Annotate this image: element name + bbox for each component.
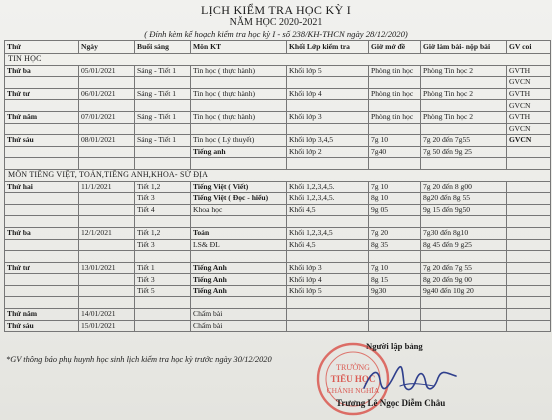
cell-session (135, 309, 191, 321)
cell-day: Thứ ba (5, 65, 79, 77)
signer-title: Người lập bảng (366, 341, 423, 351)
cell-open-time (369, 216, 421, 228)
cell-work-time (421, 297, 507, 309)
cell-proctor (507, 216, 551, 228)
cell-session: Tiết 3 (135, 193, 191, 205)
header-open-time: Giờ mở đề (369, 41, 421, 54)
cell-proctor (507, 320, 551, 332)
cell-proctor (507, 239, 551, 251)
cell-subject (191, 123, 287, 135)
cell-day (5, 251, 79, 263)
cell-day (5, 123, 79, 135)
cell-session: Tiết 3 (135, 274, 191, 286)
cell-proctor: GVTH (507, 111, 551, 123)
cell-session: Sáng - Tiết 1 (135, 111, 191, 123)
cell-date (79, 274, 135, 286)
cell-grade (287, 77, 369, 89)
table-row (5, 309, 551, 321)
cell-proctor (507, 227, 551, 239)
table-row (5, 216, 551, 228)
cell-open-time: 8g 35 (369, 239, 421, 251)
cell-subject: Tiếng Anh (191, 274, 287, 286)
table-row (5, 146, 551, 158)
cell-subject: Tiếng anh (191, 146, 287, 158)
cell-proctor (507, 158, 551, 170)
cell-work-time: Phòng Tin học 2 (421, 88, 507, 100)
cell-work-time: Phòng Tin học 2 (421, 65, 507, 77)
cell-day (5, 146, 79, 158)
cell-date (79, 204, 135, 216)
cell-grade (287, 100, 369, 112)
header-grade: Khối Lớp kiểm tra (287, 41, 369, 54)
cell-proctor (507, 274, 551, 286)
cell-work-time (421, 158, 507, 170)
table-row (5, 111, 551, 123)
cell-grade: Khối lớp 5 (287, 65, 369, 77)
cell-day (5, 77, 79, 89)
cell-session (135, 146, 191, 158)
cell-proctor (507, 297, 551, 309)
cell-proctor: GVTH (507, 88, 551, 100)
cell-grade (287, 158, 369, 170)
cell-session: Tiết 4 (135, 204, 191, 216)
header-work-time: Giờ làm bài- nộp bài (421, 41, 507, 54)
header-session: Buổi sáng (135, 41, 191, 54)
cell-work-time (421, 320, 507, 332)
cell-subject: Tin học ( thực hành) (191, 111, 287, 123)
cell-session: Tiết 1,2 (135, 227, 191, 239)
cell-session: Tiết 1,2 (135, 181, 191, 193)
cell-date (79, 77, 135, 89)
cell-subject: Tin học ( thực hành) (191, 65, 287, 77)
cell-day: Thứ sáu (5, 135, 79, 147)
table-row (5, 204, 551, 216)
cell-open-time: Phòng tin học (369, 88, 421, 100)
cell-subject: Tin học ( Lý thuyết) (191, 135, 287, 147)
cell-session: Sáng - Tiết 1 (135, 88, 191, 100)
cell-open-time (369, 100, 421, 112)
section-title: TIN HỌC (5, 54, 551, 66)
cell-date (79, 239, 135, 251)
cell-open-time: Phòng tin học (369, 111, 421, 123)
table-row (5, 320, 551, 332)
cell-subject: Khoa học (191, 204, 287, 216)
cell-date: 08/01/2021 (79, 135, 135, 147)
cell-open-time: 7g 10 (369, 262, 421, 274)
cell-grade (287, 297, 369, 309)
cell-work-time: 7g 20 đến 8 g00 (421, 181, 507, 193)
cell-date (79, 123, 135, 135)
table-row (5, 100, 551, 112)
cell-day (5, 204, 79, 216)
cell-session: Tiết 3 (135, 239, 191, 251)
table-row (5, 65, 551, 77)
footer-note: *GV thông báo phụ huynh học sinh lịch kiểm tra học kỳ trước ngày 30/12/2020 (6, 355, 272, 364)
signer-name: Trương Lê Ngọc Diễm Châu (336, 398, 446, 408)
cell-subject: LS& ĐL (191, 239, 287, 251)
cell-open-time: 9g30 (369, 285, 421, 297)
cell-work-time (421, 251, 507, 263)
cell-grade: Khối lớp 4 (287, 88, 369, 100)
cell-proctor (507, 309, 551, 321)
table-header-row (5, 41, 551, 54)
table-row (5, 135, 551, 147)
cell-work-time: Phòng Tin học 2 (421, 111, 507, 123)
cell-subject: Toán (191, 227, 287, 239)
cell-grade (287, 320, 369, 332)
table-row (5, 227, 551, 239)
cell-subject: Tiếng Việt ( Đọc - hiểu) (191, 193, 287, 205)
cell-work-time (421, 77, 507, 89)
cell-session: Sáng - Tiết 1 (135, 135, 191, 147)
cell-subject (191, 251, 287, 263)
cell-open-time: 8g 15 (369, 274, 421, 286)
cell-open-time (369, 297, 421, 309)
cell-grade: Khối lớp 4 (287, 274, 369, 286)
header-proctor: GV coi (507, 41, 551, 54)
cell-session (135, 158, 191, 170)
cell-open-time (369, 158, 421, 170)
cell-date: 12/1/2021 (79, 227, 135, 239)
cell-session (135, 297, 191, 309)
cell-open-time: 8g 10 (369, 193, 421, 205)
cell-proctor (507, 193, 551, 205)
section-header-row (5, 54, 551, 66)
cell-subject (191, 297, 287, 309)
table-row (5, 239, 551, 251)
cell-open-time: 9g 05 (369, 204, 421, 216)
cell-grade: Khối lớp 5 (287, 285, 369, 297)
cell-proctor: GVCN (507, 100, 551, 112)
cell-grade: Khối lớp 3,4,5 (287, 135, 369, 147)
cell-grade: Khối 4,5 (287, 239, 369, 251)
cell-proctor (507, 181, 551, 193)
cell-subject (191, 158, 287, 170)
seal-text-bottom: CHÁNH NGHĨA (326, 386, 380, 395)
cell-grade: Khối 1,2,3,4,5 (287, 227, 369, 239)
cell-work-time: 7g 50 đến 9g 25 (421, 146, 507, 158)
table-row (5, 274, 551, 286)
cell-day (5, 216, 79, 228)
cell-session (135, 251, 191, 263)
table-row (5, 158, 551, 170)
cell-proctor (507, 204, 551, 216)
cell-day: Thứ tư (5, 262, 79, 274)
cell-session (135, 216, 191, 228)
cell-open-time: 7g40 (369, 146, 421, 158)
cell-work-time (421, 123, 507, 135)
cell-subject (191, 100, 287, 112)
table-row (5, 123, 551, 135)
cell-session: Sáng - Tiết 1 (135, 65, 191, 77)
cell-date: 05/01/2021 (79, 65, 135, 77)
table-row (5, 88, 551, 100)
cell-date (79, 251, 135, 263)
cell-subject: Chấm bài (191, 309, 287, 321)
cell-work-time (421, 309, 507, 321)
cell-date: 07/01/2021 (79, 111, 135, 123)
cell-day: Thứ năm (5, 111, 79, 123)
cell-work-time (421, 100, 507, 112)
cell-day (5, 285, 79, 297)
cell-session: Tiết 1 (135, 262, 191, 274)
seal-text-middle: TIỂU HỌC (330, 374, 376, 384)
cell-open-time: 7g 20 (369, 227, 421, 239)
cell-session (135, 100, 191, 112)
doc-subtitle: NĂM HỌC 2020-2021 (229, 17, 323, 28)
cell-subject (191, 77, 287, 89)
cell-day (5, 297, 79, 309)
cell-work-time (421, 216, 507, 228)
cell-day (5, 158, 79, 170)
cell-grade (287, 123, 369, 135)
cell-grade: Khối lớp 2 (287, 146, 369, 158)
seal-text-top: TRƯỜNG (336, 363, 370, 372)
cell-subject: Tin học ( thực hành) (191, 88, 287, 100)
cell-grade: Khối lớp 3 (287, 262, 369, 274)
handwritten-signature (360, 362, 460, 398)
schedule-table (4, 40, 551, 332)
cell-proctor: GVCN (507, 77, 551, 89)
cell-work-time: 7g 20 đến 7g 55 (421, 262, 507, 274)
cell-grade: Khối lớp 3 (287, 111, 369, 123)
cell-grade (287, 216, 369, 228)
header-day: Thứ (5, 41, 79, 54)
cell-day (5, 100, 79, 112)
cell-proctor: GVTH (507, 65, 551, 77)
header-date: Ngày (79, 41, 135, 54)
cell-open-time (369, 77, 421, 89)
table-row (5, 297, 551, 309)
cell-date (79, 193, 135, 205)
table-row (5, 285, 551, 297)
cell-proctor (507, 285, 551, 297)
cell-subject: Tiếng Việt ( Viết) (191, 181, 287, 193)
cell-subject: Chấm bài (191, 320, 287, 332)
cell-work-time: 8g20 đến 8g 55 (421, 193, 507, 205)
cell-day: Thứ tư (5, 88, 79, 100)
table-row (5, 77, 551, 89)
table-row (5, 262, 551, 274)
cell-day (5, 239, 79, 251)
cell-day: Thứ ba (5, 227, 79, 239)
cell-date (79, 146, 135, 158)
cell-date: 15/01/2021 (79, 320, 135, 332)
header-subject: Môn KT (191, 41, 287, 54)
cell-day (5, 193, 79, 205)
cell-work-time: 9g 15 đến 9g50 (421, 204, 507, 216)
cell-session (135, 77, 191, 89)
cell-proctor (507, 262, 551, 274)
cell-proctor: GVCN (507, 123, 551, 135)
cell-date (79, 297, 135, 309)
table-row (5, 193, 551, 205)
cell-open-time: 7g 10 (369, 181, 421, 193)
cell-date (79, 100, 135, 112)
cell-date: 06/01/2021 (79, 88, 135, 100)
cell-grade: Khối 4,5 (287, 204, 369, 216)
cell-day: Thứ sáu (5, 320, 79, 332)
cell-work-time: 7g 20 đến 7g55 (421, 135, 507, 147)
cell-open-time: Phòng tin học (369, 65, 421, 77)
table-row (5, 251, 551, 263)
cell-work-time: 7g30 đến 8g10 (421, 227, 507, 239)
table-row (5, 181, 551, 193)
cell-date (79, 216, 135, 228)
cell-session: Tiết 5 (135, 285, 191, 297)
cell-date: 11/1/2021 (79, 181, 135, 193)
cell-session (135, 123, 191, 135)
section-title: MÔN TIẾNG VIỆT, TOÁN,TIẾNG ANH,KHOA- SỬ ĐỊA (5, 169, 551, 181)
cell-work-time: 9g40 đến 10g 20 (421, 285, 507, 297)
cell-work-time: 8g 45 đến 9 g25 (421, 239, 507, 251)
cell-open-time (369, 320, 421, 332)
cell-date (79, 158, 135, 170)
cell-subject (191, 216, 287, 228)
cell-open-time: 7g 10 (369, 135, 421, 147)
section-header-row (5, 169, 551, 181)
cell-grade: Khối 1,2,3,4,5. (287, 181, 369, 193)
cell-day (5, 274, 79, 286)
cell-proctor (507, 251, 551, 263)
cell-date: 13/01/2021 (79, 262, 135, 274)
cell-date: 14/01/2021 (79, 309, 135, 321)
cell-open-time (369, 309, 421, 321)
cell-grade (287, 309, 369, 321)
cell-open-time (369, 123, 421, 135)
cell-work-time: 8g 20 đến 9g 00 (421, 274, 507, 286)
cell-proctor (507, 146, 551, 158)
cell-grade (287, 251, 369, 263)
cell-subject: Tiếng Anh (191, 262, 287, 274)
cell-open-time (369, 251, 421, 263)
cell-proctor: GVCN (507, 135, 551, 147)
cell-day: Thứ năm (5, 309, 79, 321)
doc-title: LỊCH KIỂM TRA HỌC KỲ I (200, 3, 352, 17)
cell-grade: Khối 1,2,3,4,5. (287, 193, 369, 205)
cell-date (79, 285, 135, 297)
cell-session (135, 320, 191, 332)
cell-day: Thứ hai (5, 181, 79, 193)
doc-reference-note: ( Đính kèm kế hoạch kiểm tra học kỳ I - số 238/KH-THCN ngày 28/12/2020) (144, 29, 408, 39)
cell-subject: Tiếng Anh (191, 285, 287, 297)
